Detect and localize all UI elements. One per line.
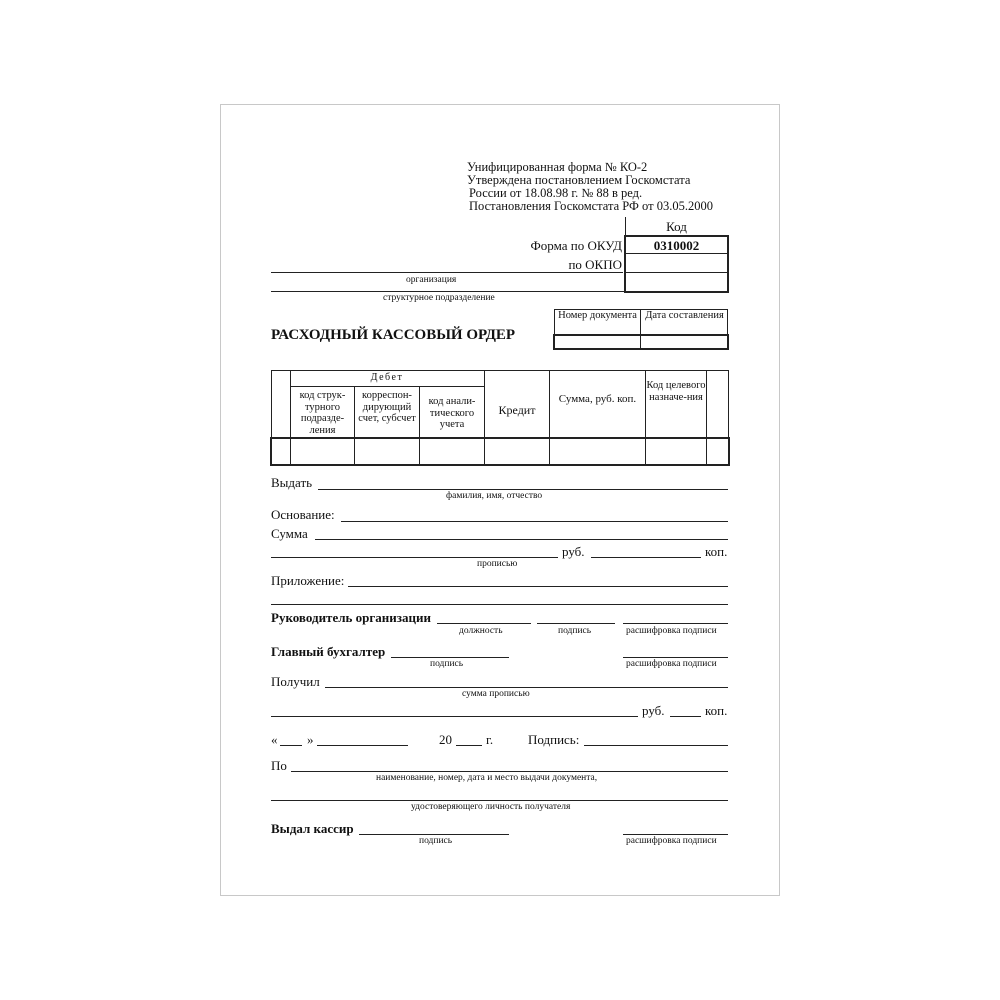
subdivision-code-header: код струк-турного подразде-ления — [299, 390, 346, 436]
issue-line[interactable] — [318, 489, 728, 490]
received-line[interactable] — [325, 687, 728, 688]
date-month-line[interactable] — [317, 745, 408, 746]
attachment-label: Приложение: — [271, 573, 345, 588]
accountant-label: Главный бухгалтер — [271, 644, 386, 659]
purpose-code-header: Код целевого назначе-ния — [646, 380, 706, 403]
issue-label: Выдать — [271, 475, 313, 490]
account-header: корреспон-дирующий счет, субсчет — [358, 390, 416, 424]
recipient-signature-line[interactable] — [584, 745, 728, 746]
cashier-decipher-line[interactable] — [623, 834, 728, 835]
cashier-signature-line[interactable] — [359, 834, 509, 835]
signature-label: Подпись: — [528, 732, 580, 747]
sum-header: Сумма, руб. коп. — [558, 393, 637, 405]
position-caption: должность — [459, 626, 503, 636]
basis-line[interactable] — [341, 521, 728, 522]
basis-label: Основание: — [271, 507, 335, 522]
analytics-header: код анали-тического учета — [428, 396, 476, 430]
date-open-quote: « — [271, 732, 278, 747]
cashier-label: Выдал кассир — [271, 821, 354, 836]
code-box-divider-2 — [625, 272, 728, 273]
debit-divider — [290, 386, 484, 387]
subdivision-caption: структурное подразделение — [383, 293, 495, 303]
organization-line[interactable] — [271, 272, 623, 273]
form-sheet — [220, 104, 780, 896]
okud-label: Форма по ОКУД — [530, 238, 622, 253]
id-doc-caption-2: удостоверяющего личность получателя — [411, 802, 571, 812]
organization-caption: организация — [406, 275, 457, 285]
credit-header: Кредит — [498, 403, 536, 417]
main-table-value-row[interactable] — [270, 437, 730, 466]
head-label: Руководитель организации — [271, 610, 431, 625]
approval-line: Утверждена постановлением Госкомстата — [467, 173, 691, 187]
kop-line[interactable] — [591, 557, 701, 558]
accountant-decipher-line[interactable] — [623, 657, 728, 658]
id-document-line[interactable] — [291, 771, 728, 772]
head-signature-line[interactable] — [537, 623, 615, 624]
code-header: Код — [666, 219, 687, 234]
rub-label: руб. — [562, 544, 585, 559]
code-header-left-border — [625, 217, 626, 235]
debit-header: Дебет — [370, 372, 404, 383]
sum-line[interactable] — [315, 539, 728, 540]
fio-caption: фамилия, имя, отчество — [446, 491, 543, 501]
approval-date-line: России от 18.08.98 г. № 88 в ред. — [469, 186, 643, 200]
doc-table-values[interactable] — [553, 334, 729, 350]
in-words-caption: прописью — [477, 559, 518, 569]
okpo-label: по ОКПО — [568, 257, 622, 272]
year-suffix: г. — [486, 732, 494, 747]
okud-code: 0310002 — [653, 238, 700, 253]
subdivision-line[interactable] — [271, 291, 728, 292]
form-code-line: Унифицированная форма № КО-2 — [467, 160, 648, 174]
date-year-line[interactable] — [456, 745, 482, 746]
doc-number-header: Номер документа — [558, 310, 637, 321]
attachment-line[interactable] — [348, 586, 728, 587]
received-kop-label: коп. — [705, 703, 728, 718]
cashier-decipher-caption: расшифровка подписи — [626, 836, 717, 846]
head-decipher-caption: расшифровка подписи — [626, 626, 717, 636]
cashier-signature-caption: подпись — [419, 836, 453, 846]
received-words-line[interactable] — [271, 716, 638, 717]
sum-in-words-caption: сумма прописью — [462, 689, 530, 699]
by-label: По — [271, 758, 287, 773]
sum-label: Сумма — [271, 526, 308, 541]
id-document-line-2[interactable] — [271, 800, 728, 801]
id-doc-caption-1: наименование, номер, дата и место выдачи документа, — [376, 773, 598, 783]
received-kop-line[interactable] — [670, 716, 701, 717]
accountant-signature-line[interactable] — [391, 657, 509, 658]
head-signature-caption: подпись — [558, 626, 592, 636]
head-position-line[interactable] — [437, 623, 531, 624]
doc-date-header: Дата составления — [645, 310, 724, 321]
amendment-line: Постановления Госкомстата РФ от 03.05.2000 — [469, 199, 713, 213]
head-decipher-line[interactable] — [623, 623, 728, 624]
accountant-signature-caption: подпись — [430, 659, 464, 669]
accountant-decipher-caption: расшифровка подписи — [626, 659, 717, 669]
sum-words-line[interactable] — [271, 557, 558, 558]
date-close-quote: » — [307, 732, 314, 747]
received-label: Получил — [271, 674, 320, 689]
document-title: РАСХОДНЫЙ КАССОВЫЙ ОРДЕР — [271, 327, 516, 343]
date-day-line[interactable] — [280, 745, 302, 746]
attachment-line-2[interactable] — [271, 604, 728, 605]
kop-label: коп. — [705, 544, 728, 559]
year-prefix: 20 — [439, 732, 452, 747]
received-rub-label: руб. — [642, 703, 665, 718]
